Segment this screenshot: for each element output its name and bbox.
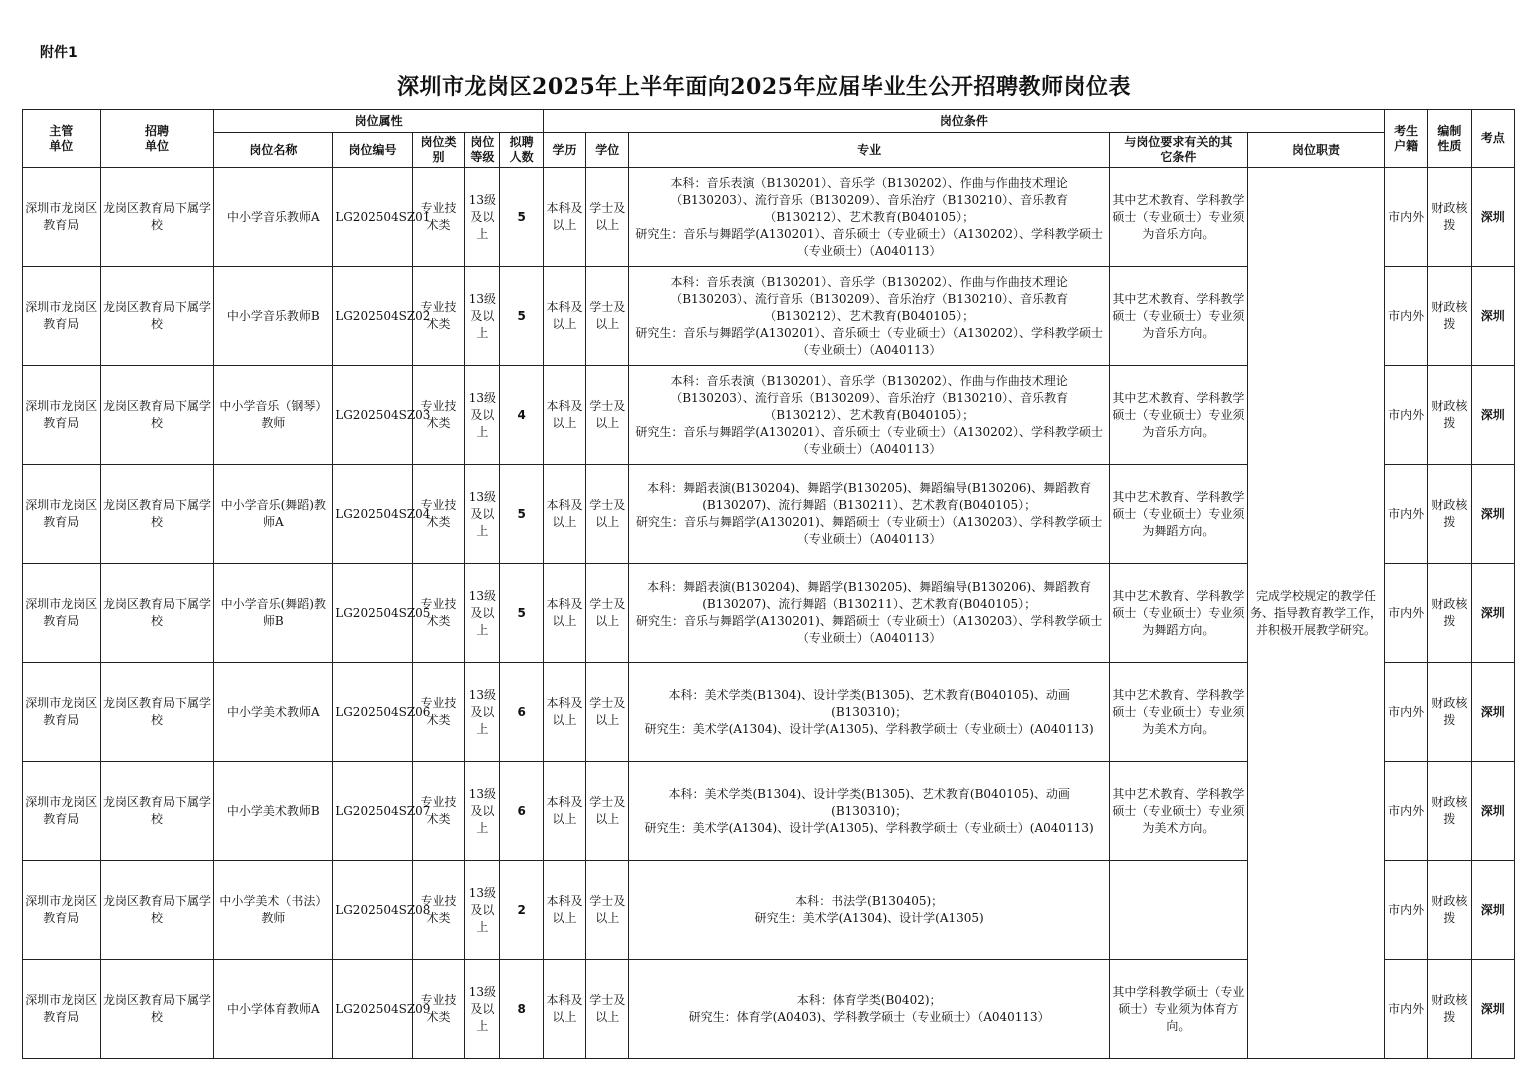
exam-site-cell: 深圳 <box>1471 861 1514 960</box>
major-cell: 本科：舞蹈表演(B130204)、舞蹈学(B130205)、舞蹈编导(B130206)、舞蹈教育(B130207)、流行舞蹈（B130211）、艺术教育(B040105）； 研究生：音乐与舞蹈学(A130201)、舞蹈硕士（专业硕士）（A130203）、学科教学硕士（专业硕士）（A040113） <box>629 564 1110 663</box>
staffing-cell: 财政核拨 <box>1428 168 1471 267</box>
position-name-cell: 中小学音乐教师A <box>214 168 333 267</box>
position-name-cell: 中小学音乐(舞蹈)教师A <box>214 465 333 564</box>
header-position-conditions: 岗位条件 <box>543 110 1384 133</box>
position-name-cell: 中小学美术教师A <box>214 663 333 762</box>
household-cell: 市内外 <box>1384 168 1427 267</box>
position-type-cell: 专业技术类 <box>412 861 464 960</box>
header-position-type: 岗位类 别 <box>412 133 464 168</box>
major-cell: 本科：音乐表演（B130201）、音乐学（B130202）、作曲与作曲技术理论（B130203）、流行音乐（B130209）、音乐治疗（B130210）、音乐教育（B130212）、艺术教育(B040105）； 研究生：音乐与舞蹈学(A130201）、音乐硕士（专业硕士）（A130202）、学科教学硕士（专业硕士）（A040113） <box>629 168 1110 267</box>
header-other-conditions: 与岗位要求有关的其 它条件 <box>1109 133 1247 168</box>
household-cell: 市内外 <box>1384 663 1427 762</box>
household-cell: 市内外 <box>1384 762 1427 861</box>
header-position-name: 岗位名称 <box>214 133 333 168</box>
position-code-cell: LG202504SZ06 <box>333 663 413 762</box>
position-type-cell: 专业技术类 <box>412 366 464 465</box>
degree-cell: 学士及以上 <box>586 465 629 564</box>
major-cell: 本科：音乐表演（B130201）、音乐学（B130202）、作曲与作曲技术理论（B130203）、流行音乐（B130209）、音乐治疗（B130210）、音乐教育（B130212）、艺术教育(B040105）； 研究生：音乐与舞蹈学(A130201）、音乐硕士（专业硕士）（A130202）、学科教学硕士（专业硕士）（A040113） <box>629 267 1110 366</box>
position-type-cell: 专业技术类 <box>412 564 464 663</box>
position-type-cell: 专业技术类 <box>412 267 464 366</box>
education-cell: 本科及以上 <box>543 861 585 960</box>
position-level-cell: 13级及以上 <box>465 960 500 1059</box>
planned-count-cell: 8 <box>500 960 543 1059</box>
major-cell: 本科：体育学类(B0402)； 研究生：体育学(A0403)、学科教学硕士（专业硕士）（A040113） <box>629 960 1110 1059</box>
position-name-cell: 中小学音乐(舞蹈)教师B <box>214 564 333 663</box>
planned-count-cell: 4 <box>500 366 543 465</box>
other-conditions-cell: 其中学科教学硕士（专业硕士）专业须为体育方向。 <box>1109 960 1247 1059</box>
header-planned-count: 拟聘 人数 <box>500 133 543 168</box>
planned-count-cell: 2 <box>500 861 543 960</box>
supervisor-cell: 深圳市龙岗区教育局 <box>23 861 101 960</box>
degree-cell: 学士及以上 <box>586 564 629 663</box>
household-cell: 市内外 <box>1384 267 1427 366</box>
recruitment-table <box>22 109 1515 1059</box>
position-code-cell: LG202504SZ08 <box>333 861 413 960</box>
position-level-cell: 13级及以上 <box>465 366 500 465</box>
exam-site-cell: 深圳 <box>1471 366 1514 465</box>
position-name-cell: 中小学音乐（钢琴）教师 <box>214 366 333 465</box>
employer-cell: 龙岗区教育局下属学校 <box>100 960 214 1059</box>
degree-cell: 学士及以上 <box>586 366 629 465</box>
degree-cell: 学士及以上 <box>586 861 629 960</box>
duties-cell: 完成学校规定的教学任务、指导教育教学工作，并积极开展教学研究。 <box>1247 168 1384 1059</box>
exam-site-cell: 深圳 <box>1471 267 1514 366</box>
header-major: 专业 <box>629 133 1110 168</box>
staffing-cell: 财政核拨 <box>1428 267 1471 366</box>
degree-cell: 学士及以上 <box>586 267 629 366</box>
household-cell: 市内外 <box>1384 465 1427 564</box>
employer-cell: 龙岗区教育局下属学校 <box>100 168 214 267</box>
education-cell: 本科及以上 <box>543 168 585 267</box>
header-position-attributes: 岗位属性 <box>214 110 543 133</box>
exam-site-cell: 深圳 <box>1471 465 1514 564</box>
employer-cell: 龙岗区教育局下属学校 <box>100 267 214 366</box>
header-duties: 岗位职责 <box>1247 133 1384 168</box>
header-position-code: 岗位编号 <box>333 133 413 168</box>
position-type-cell: 专业技术类 <box>412 960 464 1059</box>
header-degree: 学位 <box>586 133 629 168</box>
position-type-cell: 专业技术类 <box>412 168 464 267</box>
position-code-cell: LG202504SZ01 <box>333 168 413 267</box>
position-code-cell: LG202504SZ04 <box>333 465 413 564</box>
major-cell: 本科：音乐表演（B130201）、音乐学（B130202）、作曲与作曲技术理论（B130203）、流行音乐（B130209）、音乐治疗（B130210）、音乐教育（B130212）、艺术教育(B040105）； 研究生：音乐与舞蹈学(A130201）、音乐硕士（专业硕士）（A130202）、学科教学硕士（专业硕士）（A040113） <box>629 366 1110 465</box>
supervisor-cell: 深圳市龙岗区教育局 <box>23 762 101 861</box>
planned-count-cell: 5 <box>500 564 543 663</box>
household-cell: 市内外 <box>1384 960 1427 1059</box>
position-level-cell: 13级及以上 <box>465 663 500 762</box>
position-level-cell: 13级及以上 <box>465 861 500 960</box>
education-cell: 本科及以上 <box>543 960 585 1059</box>
planned-count-cell: 5 <box>500 168 543 267</box>
exam-site-cell: 深圳 <box>1471 168 1514 267</box>
major-cell: 本科：美术学类(B1304)、设计学类(B1305)、艺术教育(B040105)、动画(B130310)； 研究生：美术学(A1304)、设计学(A1305)、学科教学硕士（专业硕士）(A040113) <box>629 663 1110 762</box>
staffing-cell: 财政核拨 <box>1428 564 1471 663</box>
position-type-cell: 专业技术类 <box>412 465 464 564</box>
staffing-cell: 财政核拨 <box>1428 366 1471 465</box>
page-title: 深圳市龙岗区2025年上半年面向2025年应届毕业生公开招聘教师岗位表 <box>397 74 1131 100</box>
position-type-cell: 专业技术类 <box>412 663 464 762</box>
exam-site-cell: 深圳 <box>1471 663 1514 762</box>
header-exam-site: 考点 <box>1471 110 1514 168</box>
education-cell: 本科及以上 <box>543 564 585 663</box>
education-cell: 本科及以上 <box>543 267 585 366</box>
employer-cell: 龙岗区教育局下属学校 <box>100 564 214 663</box>
supervisor-cell: 深圳市龙岗区教育局 <box>23 366 101 465</box>
planned-count-cell: 6 <box>500 762 543 861</box>
household-cell: 市内外 <box>1384 564 1427 663</box>
planned-count-cell: 6 <box>500 663 543 762</box>
planned-count-cell: 5 <box>500 267 543 366</box>
planned-count-cell: 5 <box>500 465 543 564</box>
position-level-cell: 13级及以上 <box>465 168 500 267</box>
supervisor-cell: 深圳市龙岗区教育局 <box>23 663 101 762</box>
exam-site-cell: 深圳 <box>1471 762 1514 861</box>
position-name-cell: 中小学美术（书法）教师 <box>214 861 333 960</box>
other-conditions-cell: 其中艺术教育、学科教学硕士（专业硕士）专业须为美术方向。 <box>1109 663 1247 762</box>
degree-cell: 学士及以上 <box>586 168 629 267</box>
position-level-cell: 13级及以上 <box>465 564 500 663</box>
attachment-label: 附件1 <box>40 45 78 61</box>
staffing-cell: 财政核拨 <box>1428 861 1471 960</box>
position-level-cell: 13级及以上 <box>465 267 500 366</box>
staffing-cell: 财政核拨 <box>1428 960 1471 1059</box>
header-household: 考生 户籍 <box>1384 110 1427 168</box>
staffing-cell: 财政核拨 <box>1428 465 1471 564</box>
table-row <box>23 168 1515 267</box>
employer-cell: 龙岗区教育局下属学校 <box>100 762 214 861</box>
degree-cell: 学士及以上 <box>586 960 629 1059</box>
exam-site-cell: 深圳 <box>1471 564 1514 663</box>
header-staffing: 编制 性质 <box>1428 110 1471 168</box>
employer-cell: 龙岗区教育局下属学校 <box>100 465 214 564</box>
position-code-cell: LG202504SZ03 <box>333 366 413 465</box>
supervisor-cell: 深圳市龙岗区教育局 <box>23 564 101 663</box>
header-supervisor: 主管 单位 <box>23 110 101 168</box>
education-cell: 本科及以上 <box>543 366 585 465</box>
employer-cell: 龙岗区教育局下属学校 <box>100 663 214 762</box>
header-position-level: 岗位 等级 <box>465 133 500 168</box>
exam-site-cell: 深圳 <box>1471 960 1514 1059</box>
other-conditions-cell: 其中艺术教育、学科教学硕士（专业硕士）专业须为音乐方向。 <box>1109 267 1247 366</box>
other-conditions-cell: 其中艺术教育、学科教学硕士（专业硕士）专业须为舞蹈方向。 <box>1109 465 1247 564</box>
position-type-cell: 专业技术类 <box>412 762 464 861</box>
household-cell: 市内外 <box>1384 861 1427 960</box>
other-conditions-cell: 其中艺术教育、学科教学硕士（专业硕士）专业须为音乐方向。 <box>1109 168 1247 267</box>
major-cell: 本科：舞蹈表演(B130204)、舞蹈学(B130205)、舞蹈编导(B130206)、舞蹈教育(B130207)、流行舞蹈（B130211）、艺术教育(B040105）； 研究生：音乐与舞蹈学(A130201)、舞蹈硕士（专业硕士）（A130203）、学科教学硕士（专业硕士）（A040113） <box>629 465 1110 564</box>
header-education: 学历 <box>543 133 585 168</box>
other-conditions-cell: 其中艺术教育、学科教学硕士（专业硕士）专业须为美术方向。 <box>1109 762 1247 861</box>
position-level-cell: 13级及以上 <box>465 762 500 861</box>
education-cell: 本科及以上 <box>543 663 585 762</box>
position-name-cell: 中小学体育教师A <box>214 960 333 1059</box>
major-cell: 本科：美术学类(B1304)、设计学类(B1305)、艺术教育(B040105)、动画(B130310)； 研究生：美术学(A1304)、设计学(A1305)、学科教学硕士（专业硕士）(A040113) <box>629 762 1110 861</box>
employer-cell: 龙岗区教育局下属学校 <box>100 861 214 960</box>
supervisor-cell: 深圳市龙岗区教育局 <box>23 267 101 366</box>
degree-cell: 学士及以上 <box>586 762 629 861</box>
supervisor-cell: 深圳市龙岗区教育局 <box>23 168 101 267</box>
other-conditions-cell: 其中艺术教育、学科教学硕士（专业硕士）专业须为舞蹈方向。 <box>1109 564 1247 663</box>
header-employer: 招聘 单位 <box>100 110 214 168</box>
position-code-cell: LG202504SZ07 <box>333 762 413 861</box>
position-name-cell: 中小学美术教师B <box>214 762 333 861</box>
major-cell: 本科：书法学(B130405)； 研究生：美术学(A1304)、设计学(A1305) <box>629 861 1110 960</box>
position-code-cell: LG202504SZ02 <box>333 267 413 366</box>
degree-cell: 学士及以上 <box>586 663 629 762</box>
education-cell: 本科及以上 <box>543 465 585 564</box>
supervisor-cell: 深圳市龙岗区教育局 <box>23 960 101 1059</box>
position-name-cell: 中小学音乐教师B <box>214 267 333 366</box>
supervisor-cell: 深圳市龙岗区教育局 <box>23 465 101 564</box>
staffing-cell: 财政核拨 <box>1428 663 1471 762</box>
position-code-cell: LG202504SZ09 <box>333 960 413 1059</box>
position-code-cell: LG202504SZ05 <box>333 564 413 663</box>
education-cell: 本科及以上 <box>543 762 585 861</box>
household-cell: 市内外 <box>1384 366 1427 465</box>
employer-cell: 龙岗区教育局下属学校 <box>100 366 214 465</box>
other-conditions-cell <box>1109 861 1247 960</box>
other-conditions-cell: 其中艺术教育、学科教学硕士（专业硕士）专业须为音乐方向。 <box>1109 366 1247 465</box>
position-level-cell: 13级及以上 <box>465 465 500 564</box>
staffing-cell: 财政核拨 <box>1428 762 1471 861</box>
